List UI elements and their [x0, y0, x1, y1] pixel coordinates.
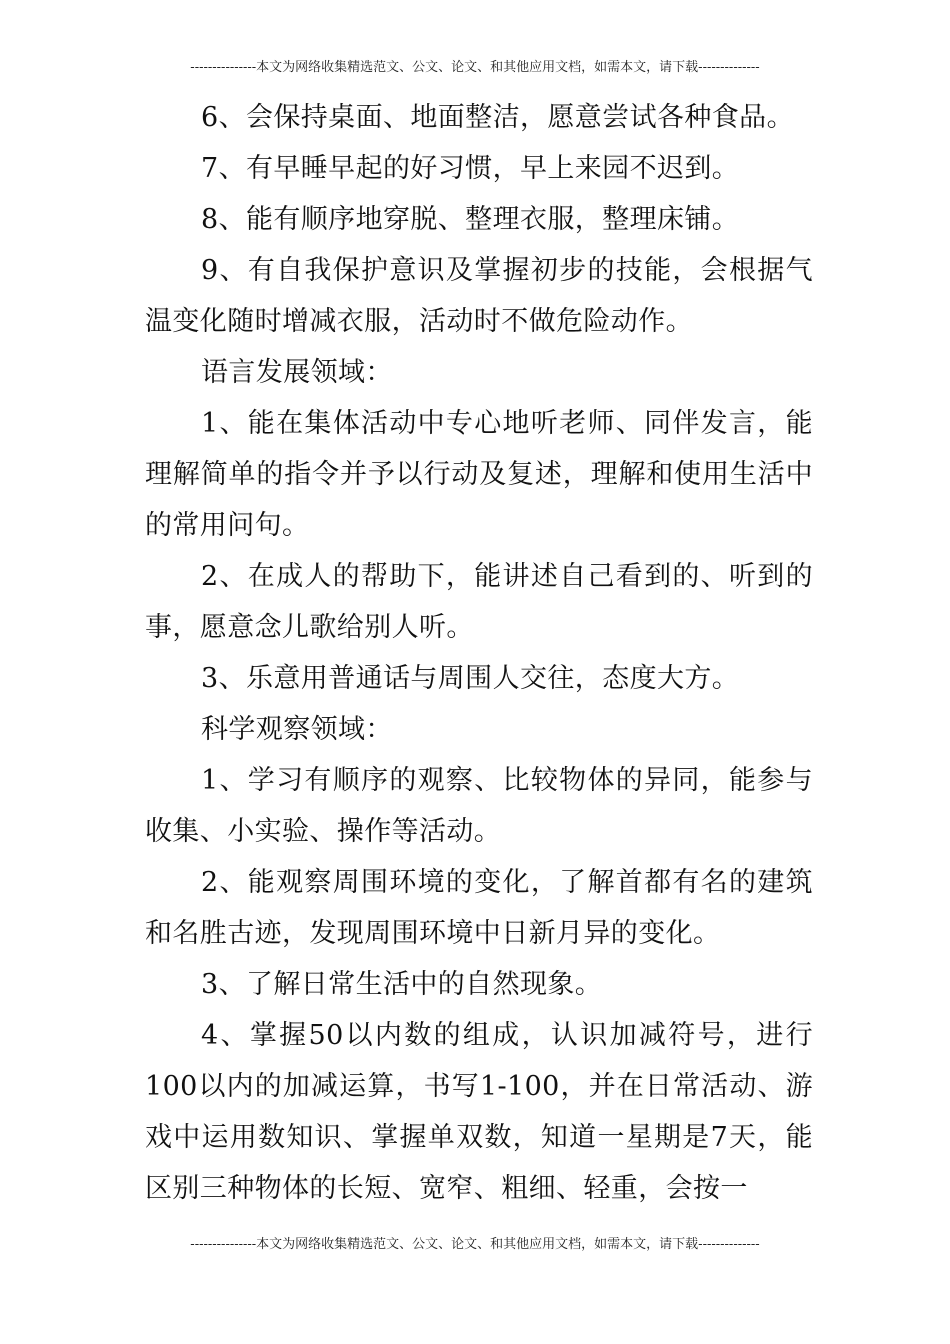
paragraph: 8、能有顺序地穿脱、整理衣服，整理床铺。	[201, 204, 740, 235]
paragraph: 9、有自我保护意识及掌握初步的技能，会根据气温变化随时增减衣服，活动时不做危险动作。	[145, 255, 813, 337]
paragraph: 3、了解日常生活中的自然现象。	[201, 969, 603, 1000]
paragraph: 3、乐意用普通话与周围人交往，态度大方。	[201, 663, 740, 694]
paragraph: 4、掌握50以内数的组成，认识加减符号，进行100以内的加减运算，书写1-100，并在日常活动、游戏中运用数知识、掌握单双数，知道一星期是7天，能区别三种物体的长短、宽窄、粗细、轻重，会按一	[145, 1020, 813, 1204]
paragraph: 1、能在集体活动中专心地听老师、同伴发言，能理解简单的指令并予以行动及复述，理解和使用生活中的常用问句。	[145, 408, 813, 541]
page-header-note: ---------------本文为网络收集精选范文、公文、论文、和其他应用文档，如需本文，请下载--------------	[190, 60, 760, 75]
paragraph: 6、会保持桌面、地面整洁，愿意尝试各种食品。	[201, 102, 794, 133]
section-heading: 科学观察领域：	[201, 714, 393, 745]
document-body	[145, 92, 813, 1214]
section-heading: 语言发展领域：	[201, 357, 393, 388]
paragraph: 7、有早睡早起的好习惯，早上来园不迟到。	[201, 153, 740, 184]
paragraph: 2、能观察周围环境的变化，了解首都有名的建筑和名胜古迹，发现周围环境中日新月异的变化。	[145, 867, 813, 949]
paragraph: 1、学习有顺序的观察、比较物体的异同，能参与收集、小实验、操作等活动。	[145, 765, 813, 847]
page-footer-note: ---------------本文为网络收集精选范文、公文、论文、和其他应用文档，如需本文，请下载--------------	[190, 1237, 760, 1252]
paragraph: 2、在成人的帮助下，能讲述自己看到的、听到的事，愿意念儿歌给别人听。	[145, 561, 813, 643]
